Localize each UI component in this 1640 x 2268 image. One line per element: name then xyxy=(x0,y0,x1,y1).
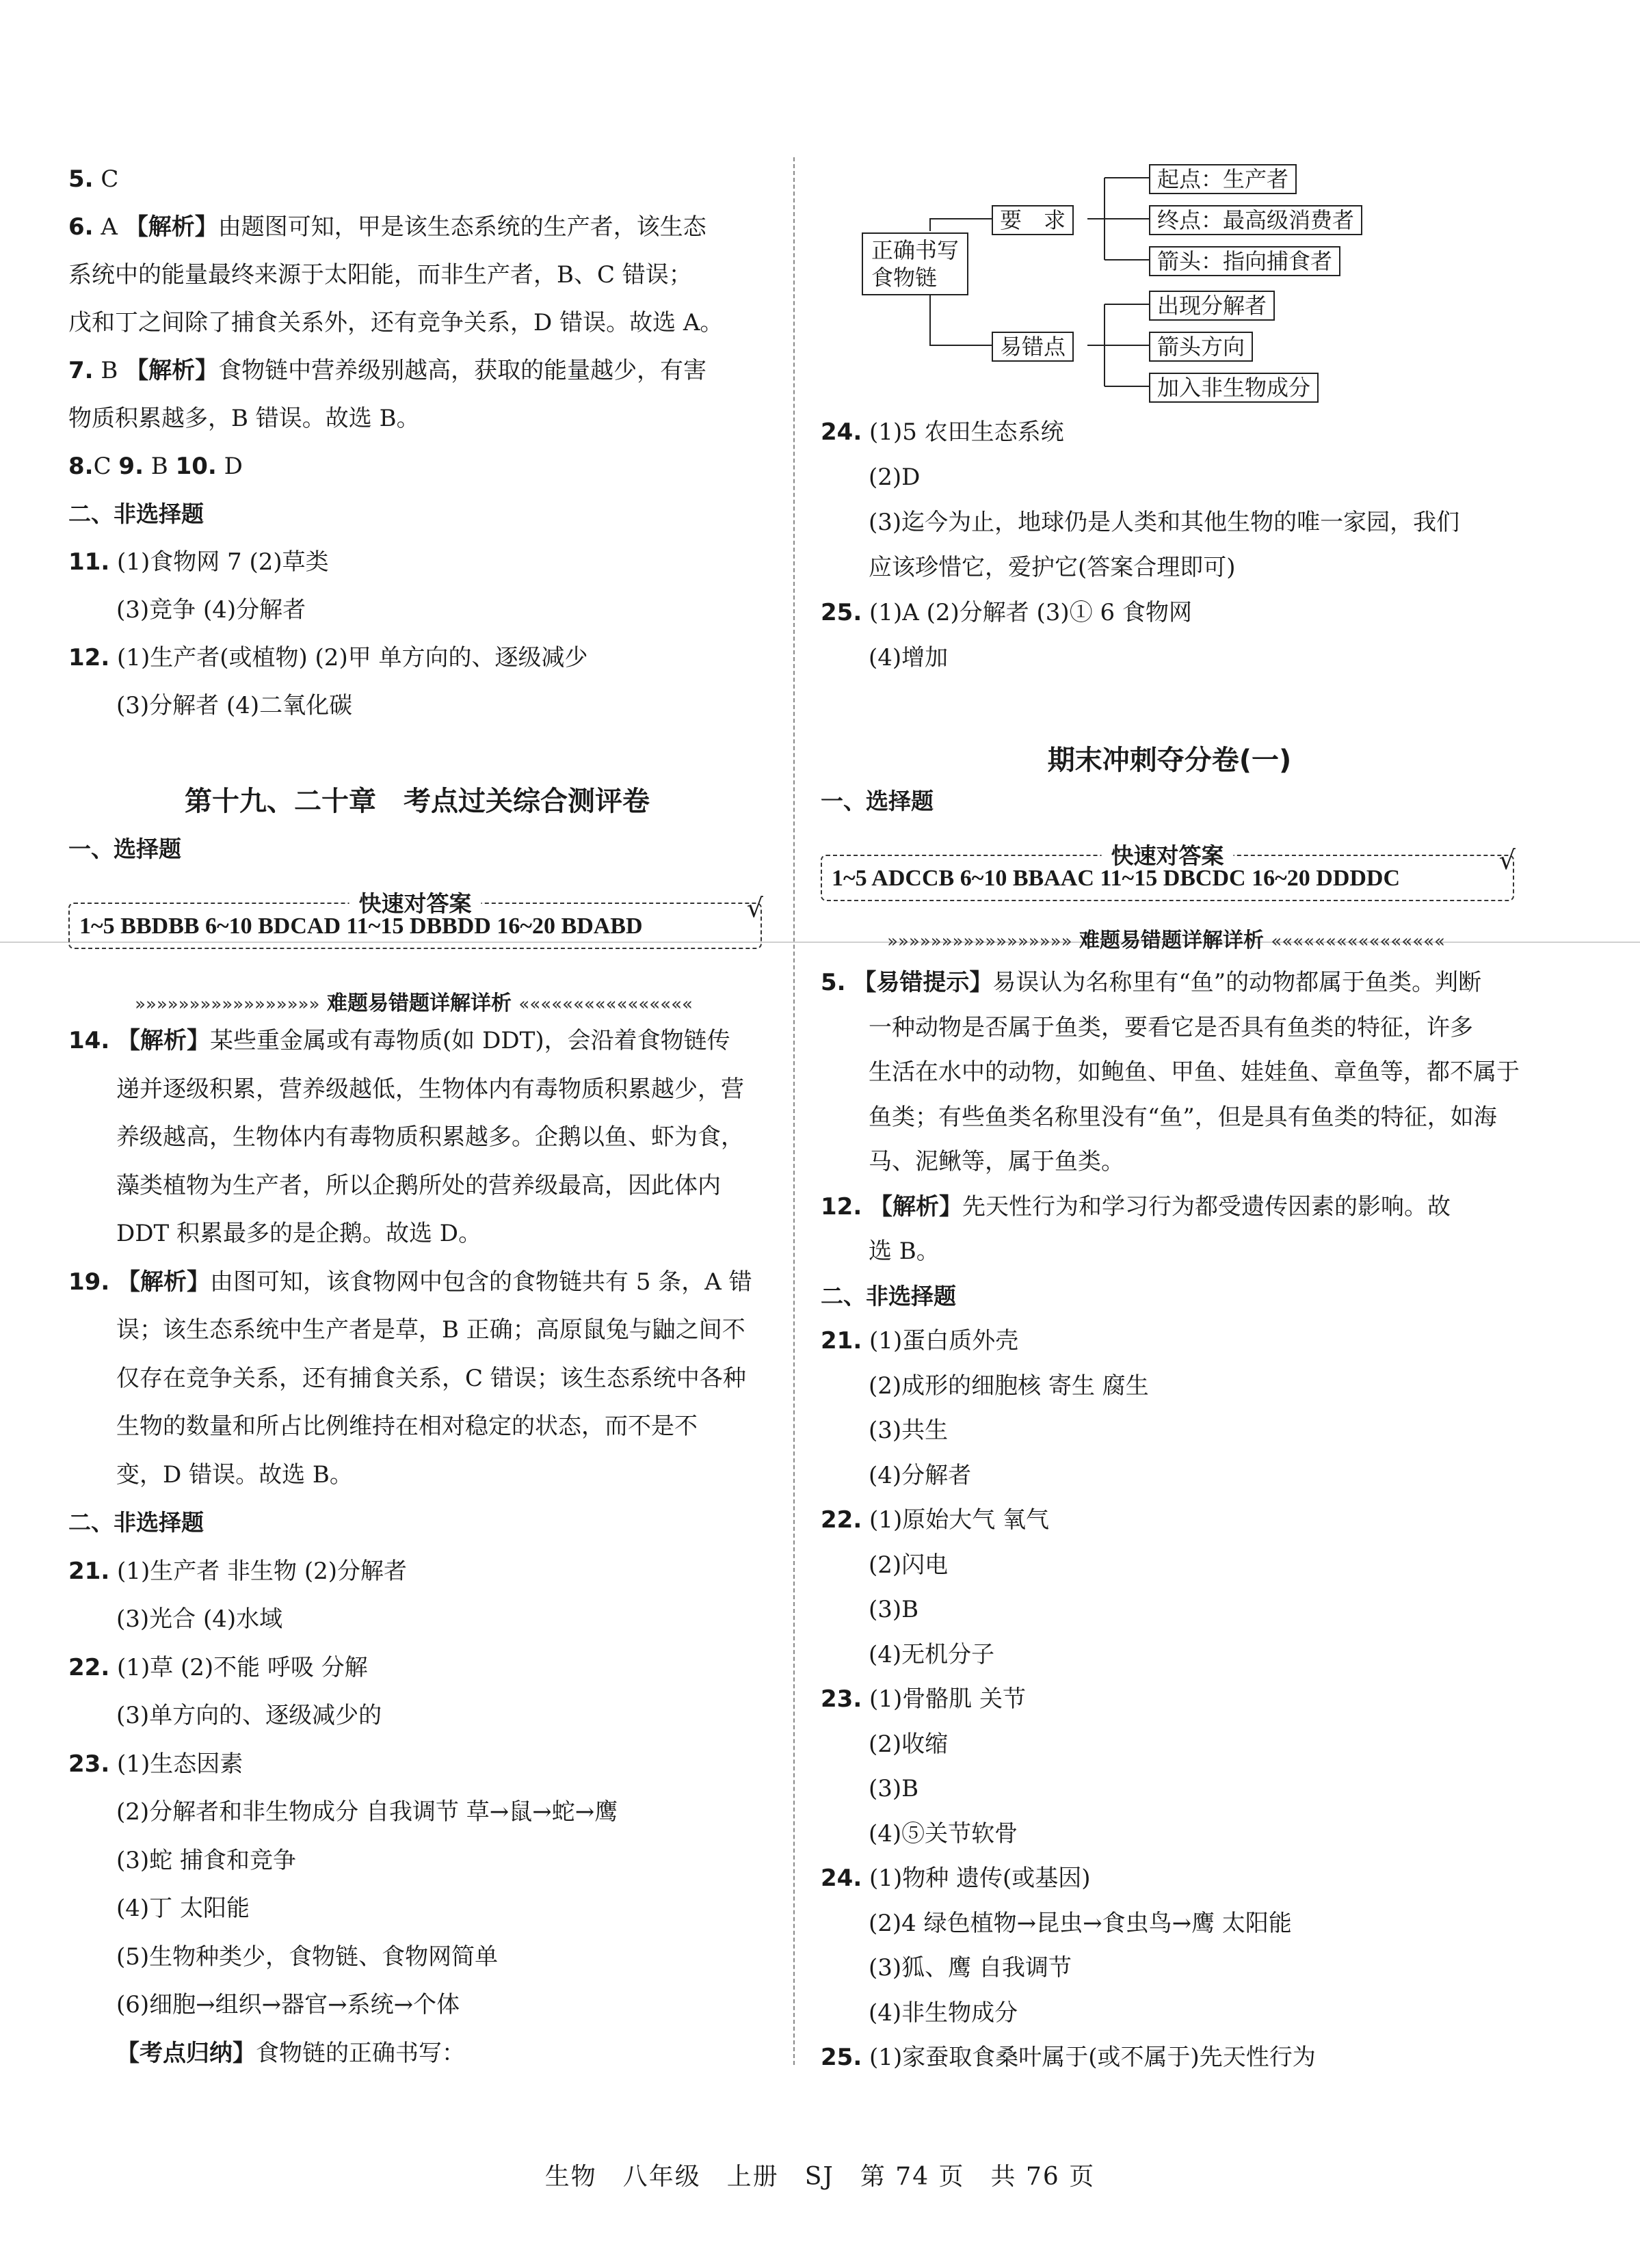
answer-line xyxy=(821,1102,1497,1132)
answer-text: (4)丁 太阳能 xyxy=(116,1895,250,1922)
quick-answer-text: 1~5 ADCCB 6~10 BBAAC 11~15 DBCDC 16~20 DDDDC xyxy=(832,866,1401,891)
analysis-tag: 【易错提示】 xyxy=(853,969,993,996)
right-quick-answer-box xyxy=(821,842,1516,901)
spacer xyxy=(862,2044,869,2071)
answer-line xyxy=(68,1122,744,1152)
spacer xyxy=(846,969,854,996)
question-item xyxy=(821,1684,1026,1714)
arrows-left-icon: »»»»»»»»»»»»»»»»» xyxy=(135,994,320,1013)
question-number: 22. xyxy=(821,1506,862,1534)
question-item xyxy=(68,643,588,673)
answer-text: 仅存在竞争关系，还有捕食关系，C 错误；该生态系统中各种 xyxy=(116,1364,746,1392)
question-item xyxy=(68,212,706,242)
question-item xyxy=(68,547,329,577)
section-label: 二、非选择题 xyxy=(68,1509,204,1536)
answer-line xyxy=(821,552,1236,583)
answer-text: 马、泥鳅等，属于鱼类。 xyxy=(869,1148,1124,1175)
answer-text: 由题图可知，甲是该生态系统的生产者，该生态 xyxy=(217,213,706,241)
diagram-root-line1: 正确书写 xyxy=(871,237,960,263)
answer-line xyxy=(821,1908,1292,1938)
answer-text: 先天性行为和学习行为都受遗传因素的影响。故 xyxy=(962,1192,1451,1220)
answer-line xyxy=(821,1998,1018,2028)
answer-text: (3)狐、鹰 自我调节 xyxy=(869,1954,1072,1982)
answer-text: (3)单方向的、逐级减少的 xyxy=(116,1702,382,1729)
spacer xyxy=(862,599,869,626)
question-item xyxy=(821,1326,1018,1356)
answer-text: C xyxy=(101,165,119,193)
spacer xyxy=(862,1865,869,1892)
left-section1-label: 一、选择题 xyxy=(68,836,181,862)
spacer xyxy=(109,1750,117,1778)
question-number: 24. xyxy=(821,418,862,446)
answer-text: DDT 积累最多的是企鹅。故选 D。 xyxy=(116,1220,482,1247)
answer-text: (4)增加 xyxy=(869,644,949,671)
question-number: 23. xyxy=(821,1685,862,1713)
arrows-right-icon: «««««««««««««««« xyxy=(1271,931,1445,950)
answer-text: 变，D 错误。故选 B。 xyxy=(116,1460,353,1489)
answer-line xyxy=(821,1595,918,1625)
answer-text: 生活在水中的动物，如鲍鱼、甲鱼、娃娃鱼、章鱼等，都不属于 xyxy=(869,1058,1520,1086)
banner-label: 难题易错题详解详析 xyxy=(1079,929,1264,950)
answer-text: 养级越高，生物体内有毒物质积累越多。企鹅以鱼、虾为食， xyxy=(116,1123,744,1151)
quick-answer-text: 1~5 BBDBB 6~10 BDCAD 11~15 DBBDD 16~20 BDABD xyxy=(79,913,643,939)
answer-text: (3)蛇 捕食和竞争 xyxy=(116,1846,296,1874)
question-number: 22. xyxy=(68,1653,110,1681)
answer-line xyxy=(68,1171,721,1201)
spacer xyxy=(109,644,117,671)
diagram-root-line2: 食物链 xyxy=(871,265,938,291)
question-item xyxy=(821,1192,1451,1222)
left-banner xyxy=(68,986,759,1013)
quick-answer-title: 快速对答案 xyxy=(349,886,481,918)
question-item xyxy=(821,968,1481,998)
question-number: 25. xyxy=(821,2044,862,2071)
answer-line xyxy=(68,1411,698,1441)
question-number: 23. xyxy=(68,1750,110,1778)
right-section1-label: 一、选择题 xyxy=(821,788,934,814)
answer-text: (2)4 绿色植物→昆虫→食虫鸟→鹰 太阳能 xyxy=(869,1909,1292,1937)
question-item xyxy=(68,1749,243,1779)
analysis-tag: 【解析】 xyxy=(124,213,218,241)
question-item xyxy=(68,451,243,481)
question-item xyxy=(68,1653,368,1683)
answer-line xyxy=(821,462,920,492)
answer-line xyxy=(821,1729,948,1759)
answer-line xyxy=(68,595,306,625)
answer-line xyxy=(68,1845,296,1876)
analysis-tag: 【解析】 xyxy=(125,357,219,384)
arrows-left-icon: »»»»»»»»»»»»»»»»» xyxy=(887,931,1072,950)
answer-text: (4)无机分子 xyxy=(869,1640,995,1668)
spacer xyxy=(862,1193,869,1220)
analysis-tag: 【解析】 xyxy=(117,1027,211,1054)
analysis-tag: 【解析】 xyxy=(869,1192,963,1220)
question-number: 11. xyxy=(68,548,110,576)
question-item xyxy=(68,356,706,386)
answer-line xyxy=(821,1640,994,1670)
answer-text: B xyxy=(101,357,126,384)
answer-line xyxy=(821,1236,940,1266)
answer-text: (3)光合 (4)水域 xyxy=(116,1605,283,1633)
answer-line xyxy=(68,1218,481,1249)
answer-line xyxy=(68,1797,618,1827)
question-item xyxy=(68,164,118,194)
question-number: 5. xyxy=(821,969,846,996)
diagram-req-arrow: 箭头：指向捕食者 xyxy=(1149,246,1340,276)
question-number: 6. xyxy=(68,213,94,241)
question-number: 21. xyxy=(68,1557,110,1585)
left-quick-answer-box xyxy=(68,890,763,949)
answer-line xyxy=(821,1550,948,1580)
answer-text: (2)分解者和非生物成分 自我调节 草→鼠→蛇→鹰 xyxy=(116,1798,618,1826)
spacer xyxy=(862,1327,869,1355)
answer-text: (1)A (2)分解者 (3)① 6 食物网 xyxy=(869,599,1192,626)
answer-line xyxy=(821,1460,971,1491)
spacer xyxy=(94,213,101,241)
question-item xyxy=(68,1556,407,1586)
answer-text: (3)共生 xyxy=(869,1417,949,1444)
diagram-pit-arrow: 箭头方向 xyxy=(1149,332,1253,362)
answer-text: (1)骨骼肌 关节 xyxy=(869,1685,1027,1713)
page-footer: 生物 八年级 上册 SJ 第 74 页 共 76 页 xyxy=(544,2163,1096,2191)
answer-text: 戊和丁之间除了捕食关系外，还有竞争关系，D 错误。故选 A。 xyxy=(68,309,724,336)
answer-text: 生物的数量和所占比例维持在相对稳定的状态，而不是不 xyxy=(116,1413,698,1440)
diagram-branch-requirements: 要 求 xyxy=(992,205,1074,235)
diagram-req-end: 终点：最高级消费者 xyxy=(1149,205,1362,235)
answer-line xyxy=(68,1363,746,1393)
answer-text: (3)B xyxy=(869,1596,919,1623)
spacer xyxy=(862,1506,869,1534)
answer-text: C xyxy=(93,453,119,480)
answer-text: (4)非生物成分 xyxy=(869,1999,1018,2027)
diagram-pit-decomposer: 出现分解者 xyxy=(1149,291,1275,321)
question-item xyxy=(68,1267,752,1297)
diagram-root-box xyxy=(862,232,968,295)
question-number: 12. xyxy=(68,644,110,671)
answer-line xyxy=(68,1990,460,2020)
section-label: 二、非选择题 xyxy=(821,1282,956,1309)
answer-text: 某些重金属或有毒物质(如 DDT)，会沿着食物链传 xyxy=(210,1027,730,1054)
check-mark-icon: √ xyxy=(746,893,763,923)
question-item xyxy=(68,1026,730,1056)
answer-line xyxy=(68,1893,250,1923)
question-number: 24. xyxy=(821,1865,862,1892)
answer-line xyxy=(68,308,723,338)
answer-text: (1)生产者(或植物) (2)甲 单方向的、逐级减少 xyxy=(117,644,588,671)
answer-text: 藻类植物为生产者，所以企鹅所处的营养级最高，因此体内 xyxy=(116,1171,721,1199)
answer-text: (2)D xyxy=(869,464,921,491)
spacer xyxy=(109,1027,117,1054)
answer-text: 鱼类；有些鱼类名称里没有“鱼”，但是具有鱼类的特征，如海 xyxy=(869,1103,1497,1131)
answer-text: 食物链中营养级别越高，获取的能量越少，有害 xyxy=(218,357,707,384)
answer-text: (3)竞争 (4)分解者 xyxy=(116,596,306,624)
right-section-title: 期末冲刺夺分卷(一) xyxy=(1047,745,1292,776)
answer-text: (1)家蚕取食桑叶属于(或不属于)先天性行为 xyxy=(869,2044,1316,2071)
question-item xyxy=(821,2042,1316,2072)
answer-text: (1)蛋白质外壳 xyxy=(869,1327,1019,1355)
question-number: 19. xyxy=(68,1268,110,1296)
question-item xyxy=(821,1863,1091,1893)
answer-line xyxy=(821,1371,1149,1401)
question-item xyxy=(821,417,1064,447)
answer-line xyxy=(821,643,948,673)
diagram-branch-pitfalls: 易错点 xyxy=(992,332,1074,362)
answer-text: (3)B xyxy=(869,1775,919,1802)
answer-line xyxy=(821,1819,1018,1849)
answer-line xyxy=(68,2038,465,2068)
answer-text: (4)分解者 xyxy=(869,1461,972,1489)
answer-text: (3)分解者 (4)二氧化碳 xyxy=(116,692,353,719)
arrows-right-icon: «««««««««««««««« xyxy=(518,994,693,1013)
answer-text: (2)闪电 xyxy=(869,1551,949,1579)
banner-label: 难题易错题详解详析 xyxy=(326,991,512,1013)
question-number: 5. xyxy=(68,165,94,193)
question-number: 25. xyxy=(821,599,862,626)
analysis-tag: 【解析】 xyxy=(117,1268,211,1296)
answer-text: (5)生物种类少，食物链、食物网简单 xyxy=(116,1943,499,1971)
answer-line xyxy=(821,1415,948,1445)
answer-line xyxy=(68,260,692,290)
answer-text: 食物链的正确书写： xyxy=(256,2039,465,2067)
answer-line xyxy=(68,1700,382,1731)
answer-text: B xyxy=(143,453,176,480)
question-number: 7. xyxy=(68,357,94,384)
left-section-title: 第十九、二十章 考点过关综合测评卷 xyxy=(185,786,650,817)
answer-text: 物质积累越多，B 错误。故选 B。 xyxy=(68,405,420,432)
answer-text: 系统中的能量最终来源于太阳能，而非生产者，B、C 错误； xyxy=(68,261,692,289)
answer-line xyxy=(821,1953,1072,1983)
question-item xyxy=(821,598,1192,628)
answer-line xyxy=(821,507,1459,537)
answer-line xyxy=(68,1942,498,1972)
section-label: 二、非选择题 xyxy=(68,501,204,527)
answer-text: 一种动物是否属于鱼类，要看它是否具有鱼类的特征，许多 xyxy=(869,1013,1473,1041)
spacer xyxy=(109,1654,117,1681)
question-number: 10. xyxy=(175,453,217,480)
spacer xyxy=(109,1268,117,1296)
answer-text: (2)收缩 xyxy=(869,1730,949,1758)
answer-text: A xyxy=(101,213,125,241)
answer-text: (1)生态因素 xyxy=(117,1750,243,1778)
answer-text: 应该珍惜它，爱护它(答案合理即可) xyxy=(869,554,1236,581)
answer-text: D xyxy=(216,453,243,480)
answer-line xyxy=(821,1774,918,1804)
right-banner xyxy=(821,923,1511,950)
answer-text: 误；该生态系统中生产者是草，B 正确；高原鼠兔与鼬之间不 xyxy=(116,1316,745,1344)
answer-text: (6)细胞→组织→器官→系统→个体 xyxy=(116,1991,460,2018)
quick-answer-title: 快速对答案 xyxy=(1102,838,1234,870)
answer-text: (4)⑤关节软骨 xyxy=(869,1819,1018,1847)
answer-line xyxy=(68,403,420,433)
answer-text: (1)食物网 7 (2)草类 xyxy=(117,548,329,576)
answer-line xyxy=(68,1604,282,1634)
answer-line xyxy=(68,1315,745,1345)
answer-text: (1)草 (2)不能 呼吸 分解 xyxy=(117,1653,368,1681)
spacer xyxy=(109,548,117,576)
answer-text: 易误认为名称里有“鱼”的动物都属于鱼类。判断 xyxy=(992,969,1482,996)
check-mark-icon: √ xyxy=(1498,845,1516,875)
diagram-pit-abiotic: 加入非生物成分 xyxy=(1149,373,1319,403)
answer-text: 递并逐级积累，营养级越低，生物体内有毒物质积累越少，营 xyxy=(116,1075,744,1103)
answer-line xyxy=(821,1147,1124,1177)
answer-text: (2)成形的细胞核 寄生 腐生 xyxy=(869,1372,1149,1400)
question-number: 14. xyxy=(68,1027,110,1054)
answer-text: 由图可知，该食物网中包含的食物链共有 5 条，A 错 xyxy=(210,1268,752,1296)
answer-text: (1)物种 遗传(或基因) xyxy=(869,1865,1091,1892)
question-number: 9. xyxy=(118,453,144,480)
spacer xyxy=(862,1685,869,1713)
question-number: 21. xyxy=(821,1327,862,1355)
answer-line xyxy=(68,691,352,721)
answer-text: (1)原始大气 氧气 xyxy=(869,1506,1050,1534)
spacer xyxy=(94,165,101,193)
answer-line xyxy=(68,1074,744,1104)
analysis-tag: 【考点归纳】 xyxy=(116,2039,256,2067)
answer-text: (3)迄今为止，地球仍是人类和其他生物的唯一家园，我们 xyxy=(869,509,1460,536)
question-number: 8. xyxy=(68,453,94,480)
question-item xyxy=(821,1505,1049,1535)
question-number: 12. xyxy=(821,1192,862,1220)
spacer xyxy=(862,418,869,446)
answer-line xyxy=(68,1460,353,1490)
answer-text: 选 B。 xyxy=(869,1238,940,1265)
spacer xyxy=(109,1558,117,1585)
column-divider xyxy=(793,157,795,2065)
answer-text: (1)生产者 非生物 (2)分解者 xyxy=(117,1557,407,1585)
answer-line xyxy=(821,1057,1520,1087)
answer-text: (1)5 农田生态系统 xyxy=(869,418,1064,446)
answer-line xyxy=(821,1013,1473,1043)
spacer xyxy=(94,357,101,384)
diagram-req-start: 起点：生产者 xyxy=(1149,164,1297,194)
